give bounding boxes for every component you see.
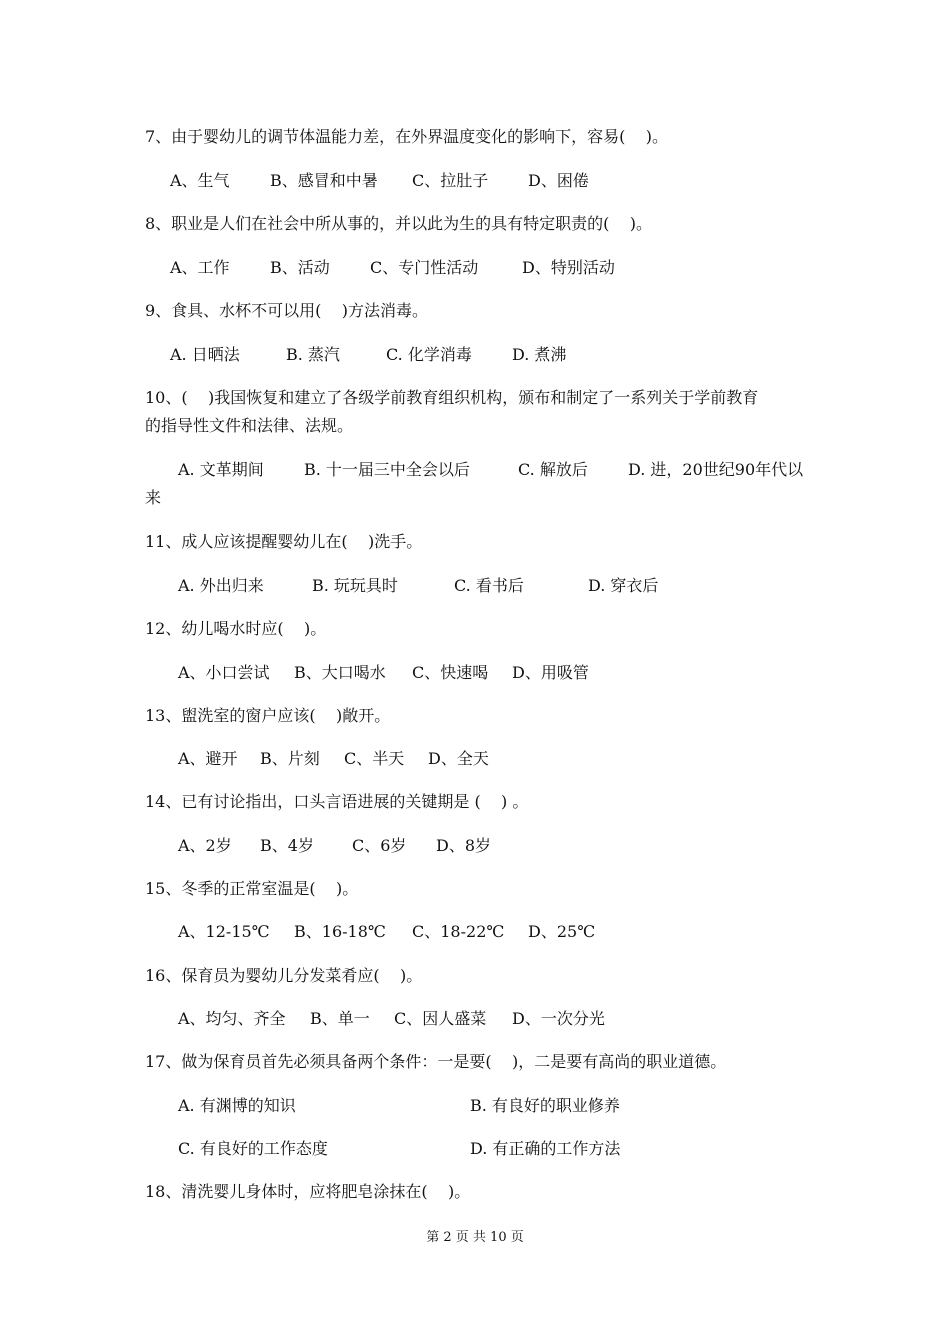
question-9-option-c: C. 化学消毒: [386, 345, 472, 364]
question-16-option-d: D、一次分光: [512, 1009, 605, 1028]
question-13-option-c: C、半天: [344, 749, 405, 768]
page-number-footer: 第 2 页 共 10 页: [426, 1230, 524, 1245]
question-15-option-c: C、18-22℃: [412, 922, 505, 941]
question-17-option-c: C. 有良好的工作态度: [178, 1139, 328, 1158]
question-14-option-c: C、6岁: [352, 836, 407, 855]
question-16-option-a: A、均匀、齐全: [178, 1009, 286, 1028]
question-16-stem: 16、保育员为婴幼儿分发菜肴应( )。: [145, 966, 423, 985]
question-11-option-b: B. 玩玩具时: [312, 576, 398, 595]
question-12-option-a: A、小口尝试: [178, 663, 270, 682]
question-15-option-d: D、25℃: [528, 922, 596, 941]
question-15-options: [178, 922, 818, 942]
question-7-option-a: A、生气: [170, 171, 230, 190]
question-13-stem: 13、盥洗室的窗户应该( )敞开。: [145, 706, 391, 725]
question-11-option-d: D. 穿衣后: [588, 576, 659, 595]
question-17-option-d: D. 有正确的工作方法: [470, 1139, 621, 1158]
question-12-stem: 12、幼儿喝水时应( )。: [145, 619, 327, 638]
question-8-option-a: A、工作: [170, 258, 230, 277]
question-17-option-a: A. 有渊博的知识: [178, 1096, 296, 1115]
question-7-options: [170, 171, 820, 191]
question-15-option-b: B、16-18℃: [294, 922, 386, 941]
question-9-option-b: B. 蒸汽: [286, 345, 340, 364]
question-8-option-c: C、专门性活动: [370, 258, 479, 277]
question-15-option-a: A、12-15℃: [178, 922, 270, 941]
question-10-stem-line-1: 10、( )我国恢复和建立了各级学前教育组织机构，颁布和制定了一系列关于学前教育: [145, 388, 759, 407]
question-17-stem: 17、做为保育员首先必须具备两个条件：一是要( )，二是要有高尚的职业道德。: [145, 1052, 727, 1071]
question-10-stem-line-2: 的指导性文件和法律、法规。: [145, 416, 354, 435]
question-7-option-c: C、拉肚子: [412, 171, 489, 190]
question-14-options: [178, 836, 818, 856]
question-7-option-b: B、感冒和中暑: [270, 171, 378, 190]
question-8-option-b: B、活动: [270, 258, 330, 277]
question-18-stem: 18、清洗婴儿身体时，应将肥皂涂抹在( )。: [145, 1182, 471, 1201]
question-12-options: [178, 663, 818, 683]
question-10-option-c: C. 解放后: [518, 460, 588, 479]
question-16-option-c: C、因人盛菜: [394, 1009, 487, 1028]
question-11-stem: 11、成人应该提醒婴幼儿在( )洗手。: [145, 532, 423, 551]
question-14-option-a: A、2岁: [178, 836, 232, 855]
question-14-option-b: B、4岁: [260, 836, 314, 855]
question-10-option-d: D. 进，20世纪90年代以: [628, 460, 804, 479]
question-8-option-d: D、特别活动: [522, 258, 615, 277]
question-16-options: [178, 1009, 818, 1029]
question-17-options-row-2: [178, 1139, 818, 1159]
question-7-stem: 7、由于婴幼儿的调节体温能力差，在外界温度变化的影响下，容易( )。: [145, 127, 669, 146]
question-13-option-d: D、全天: [428, 749, 489, 768]
question-14-option-d: D、8岁: [436, 836, 492, 855]
question-14-stem: 14、已有讨论指出，口头言语进展的关键期是 ( ) 。: [145, 792, 529, 811]
question-16-option-b: B、单一: [310, 1009, 370, 1028]
question-11-options: [178, 576, 818, 596]
question-13-option-a: A、避开: [178, 749, 238, 768]
question-12-option-c: C、快速喝: [412, 663, 489, 682]
question-10-options: [178, 460, 818, 480]
question-8-stem: 8、职业是人们在社会中所从事的，并以此为生的具有特定职责的( )。: [145, 214, 653, 233]
question-10-option-a: A. 文革期间: [178, 460, 264, 479]
question-12-option-d: D、用吸管: [512, 663, 589, 682]
question-9-options: [170, 345, 820, 365]
question-9-stem: 9、食具、水杯不可以用( )方法消毒。: [145, 301, 429, 320]
question-13-options: [178, 749, 818, 769]
question-8-options: [170, 258, 820, 278]
question-11-option-c: C. 看书后: [454, 576, 524, 595]
question-9-option-a: A. 日晒法: [170, 345, 240, 364]
question-12-option-b: B、大口喝水: [294, 663, 386, 682]
question-15-stem: 15、冬季的正常室温是( )。: [145, 879, 359, 898]
question-10-options-wrap: 来: [145, 488, 162, 507]
question-17-option-b: B. 有良好的职业修养: [470, 1096, 620, 1115]
question-7-option-d: D、困倦: [528, 171, 589, 190]
question-13-option-b: B、片刻: [260, 749, 320, 768]
question-17-options-row-1: [178, 1096, 818, 1116]
question-10-option-b: B. 十一届三中全会以后: [304, 460, 470, 479]
question-9-option-d: D. 煮沸: [512, 345, 567, 364]
question-11-option-a: A. 外出归来: [178, 576, 264, 595]
